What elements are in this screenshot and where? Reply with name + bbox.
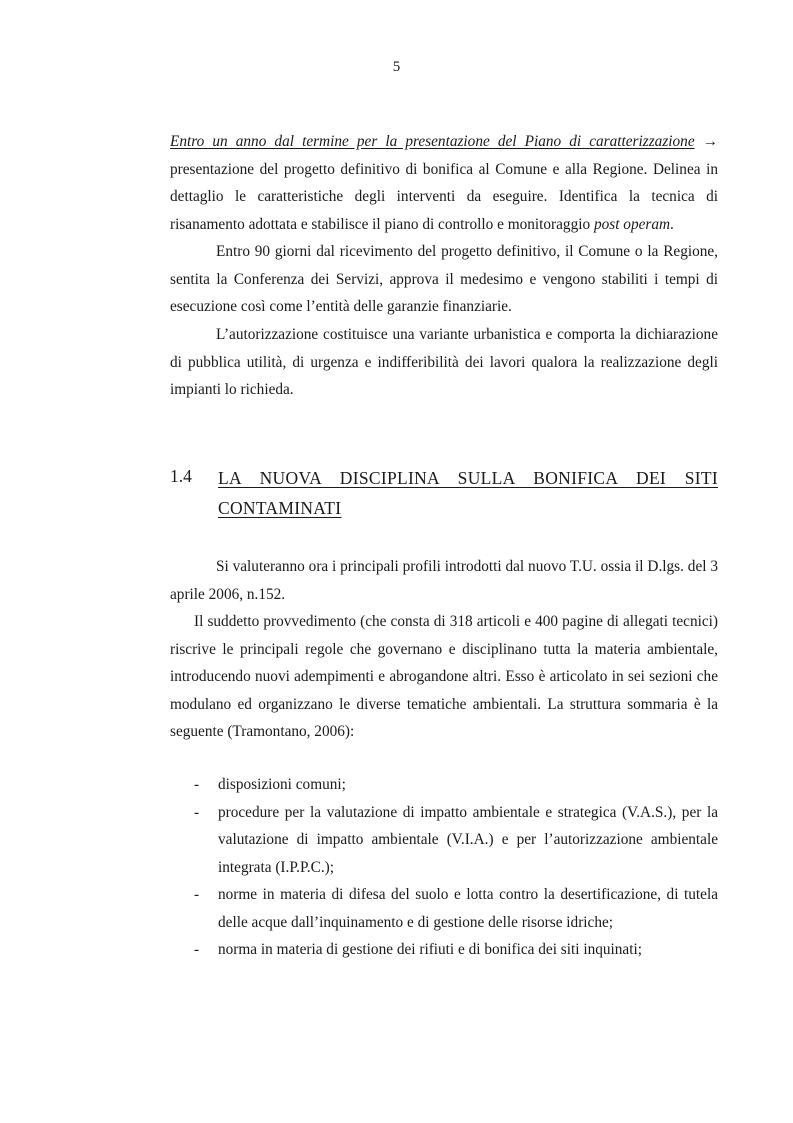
post-operam-italic-text: post operam (593, 215, 671, 233)
bullet-dash: - (194, 803, 200, 821)
list-item-text: procedure per la valutazione di impatto ambientale e strategica (V.A.S.), per la valutazione di impatto ambientale (V.I.A.) e per l’autorizzazione ambientale integrata (I.P.P.C.); (218, 803, 718, 876)
list-item-text: disposizioni comuni; (218, 776, 346, 793)
list-item (170, 771, 718, 799)
paragraph-authorization: L’autorizzazione costituisce una variante urbanistica e comporta la dichiarazione di pubblica utilità, di urgenza e indifferibilità dei lavori qualora la realizzazione degli impianti lo richieda. (170, 326, 718, 398)
paragraph-introduction-tu: Si valuteranno ora i principali profili introdotti dal nuovo T.U. ossia il D.lgs. del 3 aprile 2006, n.152. (170, 558, 718, 603)
list-item-text: norme in materia di difesa del suolo e lotta contro la desertificazione, di tutela delle acque dall’inquinamento e di gestione delle risorse idriche; (218, 886, 718, 931)
list-item-text: norma in materia di gestione dei rifiuti e di bonifica dei siti inquinati; (218, 941, 642, 958)
paragraph-project-submission (170, 128, 718, 238)
bullet-dash: - (194, 886, 200, 903)
sections-list (170, 771, 718, 964)
arrow-glyph: → (702, 133, 718, 150)
list-item (170, 799, 718, 882)
bullet-dash: - (194, 941, 200, 958)
list-item (170, 936, 718, 964)
paragraph-decree-structure: Il suddetto provvedimento (che consta di 318 articoli e 400 pagine di allegati tecnici) riscrive le principali regole che governano e disciplinano tutta la materia ambientale, introducendo nuovi adempimenti e abrogandone altri. Esso è articolato in sei sezioni che modulano ed organizzano le diverse tematiche ambientali. La struttura sommaria è la seguente (Tramontano, 2006): (170, 613, 718, 740)
section-title: LA NUOVA DISCIPLINA SULLA BONIFICA DEI SITI CONTAMINATI (218, 468, 718, 518)
paragraph-end-text: . (670, 215, 674, 233)
bullet-dash: - (194, 776, 200, 793)
page-number: 5 (392, 59, 401, 75)
section-number: 1.4 (170, 466, 192, 486)
paragraph-body-text: presentazione del progetto definitivo di bonifica al Comune e alla Regione. Delinea in dettaglio le caratteristiche degli interventi da eseguire. Identifica la tecnica di risanamento adottata e stabilisce il piano di controllo e monitoraggio (170, 160, 718, 233)
list-item (170, 881, 718, 936)
deadline-italic-text: Entro un anno dal termine per la presentazione del Piano di caratterizzazione (170, 133, 695, 150)
paragraph-approval: Entro 90 giorni dal ricevimento del progetto definitivo, il Comune o la Regione, sentita la Conferenza dei Servizi, approva il medesimo e vengono stabiliti i tempi di esecuzione così come l’entità delle garanzie finanziarie. (170, 243, 718, 315)
